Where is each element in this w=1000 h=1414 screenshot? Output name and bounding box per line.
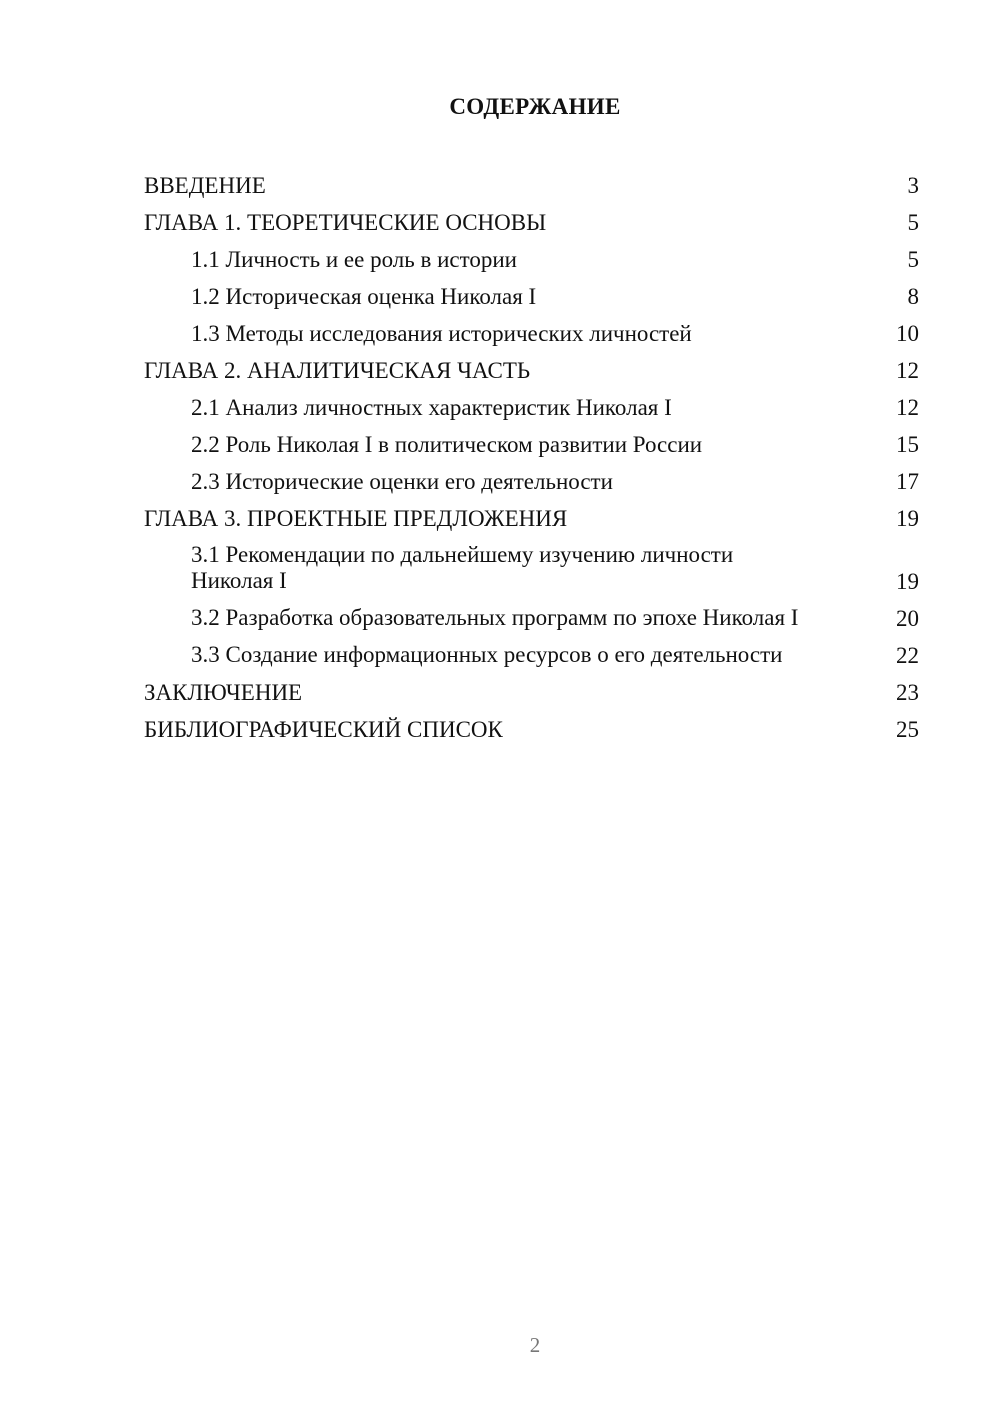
toc-entry-page: 20 bbox=[896, 606, 919, 631]
toc-entry-page: 10 bbox=[896, 321, 919, 346]
toc-entry[interactable] bbox=[144, 390, 919, 427]
toc-entry-page: 23 bbox=[896, 680, 919, 705]
toc-entry-page: 25 bbox=[896, 717, 919, 742]
toc-entry[interactable] bbox=[144, 464, 919, 501]
toc-entry-page: 5 bbox=[907, 210, 919, 235]
toc-entry[interactable] bbox=[144, 279, 919, 316]
toc-entry[interactable] bbox=[144, 601, 919, 638]
toc-entry[interactable] bbox=[144, 316, 919, 353]
toc-entry-title: ГЛАВА 1. ТЕОРЕТИЧЕСКИЕ ОСНОВЫ bbox=[144, 210, 547, 235]
toc-entry-title: ГЛАВА 3. ПРОЕКТНЫЕ ПРЕДЛОЖЕНИЯ bbox=[144, 506, 568, 531]
toc-entry-title: 2.3 Исторические оценки его деятельности bbox=[191, 469, 613, 494]
page-number: 2 bbox=[529, 1333, 541, 1357]
toc-entry-page: 19 bbox=[896, 569, 919, 594]
toc-entry-page: 12 bbox=[896, 358, 919, 383]
toc-entry-title: 3.1 Рекомендации по дальнейшему изучению личности Николая I bbox=[191, 542, 734, 593]
toc-entry-page: 15 bbox=[896, 432, 919, 457]
toc-entry[interactable] bbox=[144, 242, 919, 279]
toc-entry-page: 5 bbox=[907, 247, 919, 272]
toc-entry-title: ГЛАВА 2. АНАЛИТИЧЕСКАЯ ЧАСТЬ bbox=[144, 358, 531, 383]
toc-entry-title: 2.2 Роль Николая I в политическом развитии России bbox=[191, 432, 703, 457]
toc-entry-page: 19 bbox=[896, 506, 919, 531]
toc-entry[interactable] bbox=[144, 205, 919, 242]
toc-entry-title: 1.2 Историческая оценка Николая I bbox=[191, 284, 537, 309]
toc-entry[interactable] bbox=[144, 638, 919, 675]
toc-entry-page: 8 bbox=[907, 284, 919, 309]
toc-entry-title: ВВЕДЕНИЕ bbox=[144, 173, 266, 198]
toc-entry-title: ЗАКЛЮЧЕНИЕ bbox=[144, 680, 303, 705]
toc-entry[interactable] bbox=[144, 168, 919, 205]
toc-entry-title: 3.3 Создание информационных ресурсов о его деятельности bbox=[191, 642, 783, 667]
toc-entry-page: 22 bbox=[896, 643, 919, 668]
toc-entry[interactable] bbox=[144, 538, 919, 601]
toc-entry-page: 3 bbox=[907, 173, 919, 198]
toc-entry-page: 17 bbox=[896, 469, 919, 494]
toc-entry-title: 1.3 Методы исследования исторических личностей bbox=[191, 321, 692, 346]
table-of-contents bbox=[144, 168, 919, 749]
toc-entry[interactable] bbox=[144, 712, 919, 749]
toc-entry-title: 3.2 Разработка образовательных программ по эпохе Николая I bbox=[191, 605, 799, 630]
toc-entry-title: 1.1 Личность и ее роль в истории bbox=[191, 247, 517, 272]
toc-entry-title: БИБЛИОГРАФИЧЕСКИЙ СПИСОК bbox=[144, 717, 503, 742]
page-title: СОДЕРЖАНИЕ bbox=[449, 94, 621, 119]
toc-entry[interactable] bbox=[144, 353, 919, 390]
toc-entry[interactable] bbox=[144, 501, 919, 538]
toc-entry-page: 12 bbox=[896, 395, 919, 420]
toc-entry[interactable] bbox=[144, 427, 919, 464]
toc-entry-title: 2.1 Анализ личностных характеристик Николая I bbox=[191, 395, 672, 420]
toc-entry[interactable] bbox=[144, 675, 919, 712]
